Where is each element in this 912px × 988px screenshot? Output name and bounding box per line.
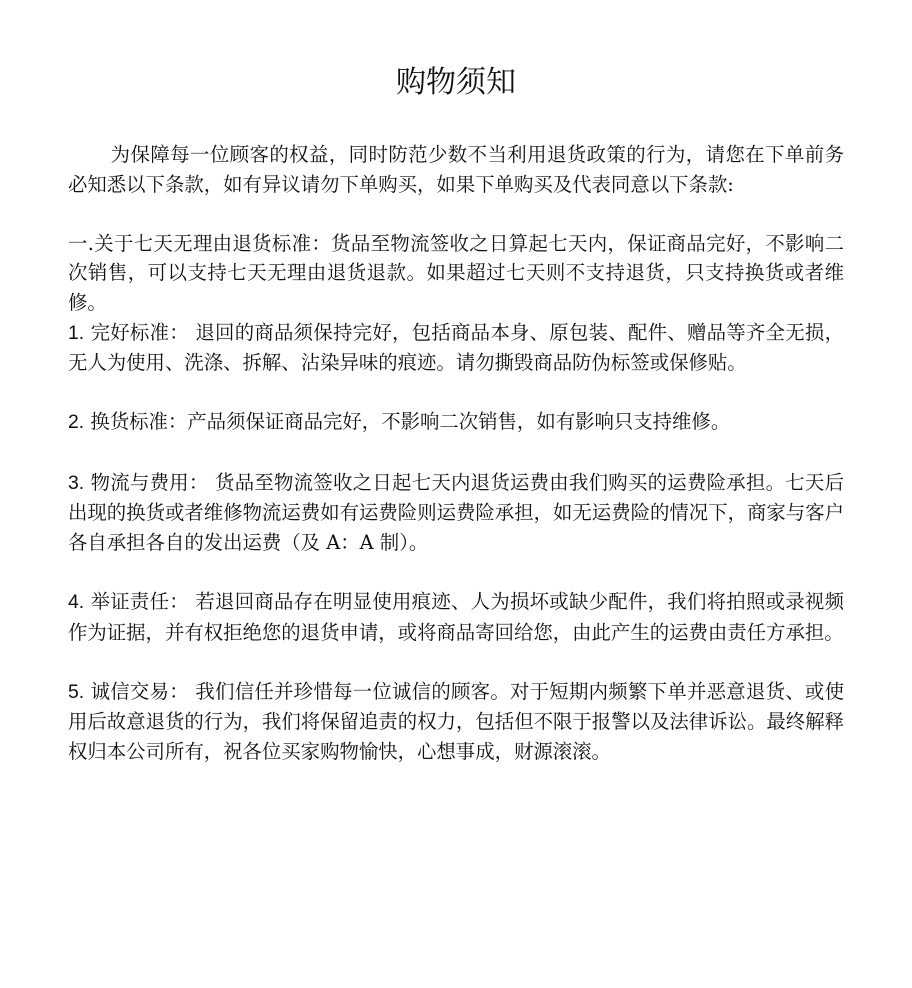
- list-item-number: 5.: [68, 680, 85, 703]
- list-item-number: 4.: [68, 590, 85, 613]
- list-item-text: 诚信交易： 我们信任并珍惜每一位诚信的顾客。对于短期内频繁下单并恶意退货、或使用后故意退货的行为，我们将保留追责的权力，包括但不限于报警以及法律诉讼。最终解释权归本公司所有，祝各位买家购物愉快，心想事成，财源滚滚。: [68, 679, 844, 763]
- list-item-5: [68, 677, 844, 767]
- list-item-text: 举证责任： 若退回商品存在明显使用痕迹、人为损坏或缺少配件，我们将拍照或录视频作为证据，并有权拒绝您的退货申请，或将商品寄回给您，由此产生的运费由责任方承担。: [68, 589, 844, 644]
- page-title: 购物须知: [396, 65, 516, 100]
- section-1-paragraph: 一.关于七天无理由退货标准：货品至物流签收之日算起七天内，保证商品完好，不影响二次销售，可以支持七天无理由退货退款。如果超过七天则不支持退货，只支持换货或者维修。: [68, 231, 844, 314]
- list-item-number: 1.: [68, 321, 85, 344]
- list-item-number: 2.: [68, 411, 85, 434]
- list-item-4: [68, 587, 844, 647]
- list-item-1: [68, 318, 844, 378]
- paragraph-gap: [68, 199, 844, 229]
- paragraph-gap: [68, 557, 844, 587]
- paragraph-gap: [68, 378, 844, 408]
- document-body: [68, 140, 844, 766]
- list-item-text: 物流与费用： 货品至物流签收之日起七天内退货运费由我们购买的运费险承担。七天后出现的换货或者维修物流运费如有运费险则运费险承担，如无运费险的情况下，商家与客户各自承担各自的发出运费（及 A：A 制）。: [68, 470, 844, 554]
- list-item-text: 换货标准：产品须保证商品完好，不影响二次销售，如有影响只支持维修。: [90, 410, 731, 434]
- list-item-2: [68, 407, 844, 438]
- paragraph-gap: [68, 438, 844, 468]
- list-item-text: 完好标准： 退回的商品须保持完好，包括商品本身、原包装、配件、赠品等齐全无损，无人为使用、洗涤、拆解、沾染异味的痕迹。请勿撕毁商品防伪标签或保修贴。: [68, 320, 844, 375]
- intro-paragraph: 为保障每一位顾客的权益，同时防范少数不当利用退货政策的行为，请您在下单前务必知悉以下条款，如有异议请勿下单购买，如果下单购买及代表同意以下条款:: [68, 143, 844, 196]
- list-item-number: 3.: [68, 471, 85, 494]
- list-item-3: [68, 468, 844, 558]
- paragraph-gap: [68, 647, 844, 677]
